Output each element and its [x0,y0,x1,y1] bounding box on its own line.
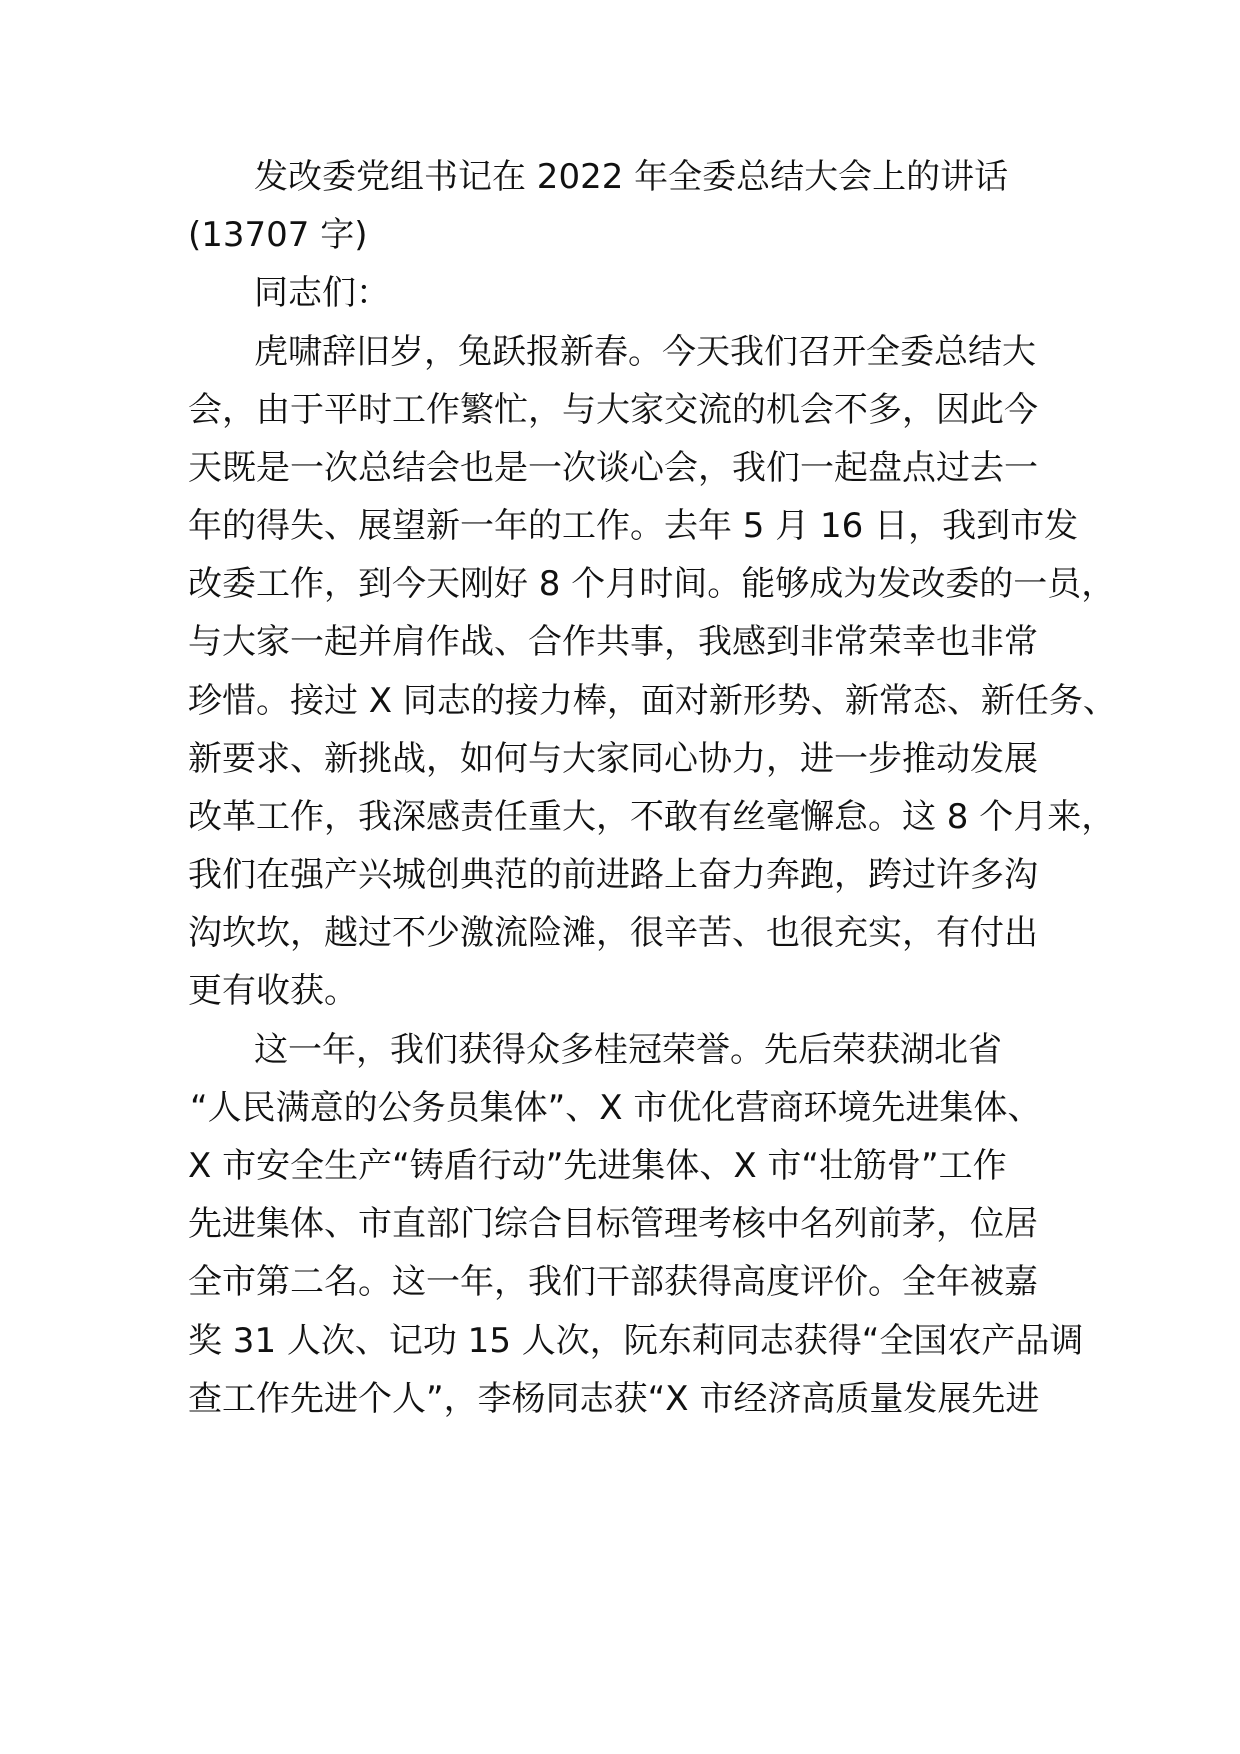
paragraph-1-line: 年的得失、展望新一年的工作。去年 5 月 16 日，我到市发 [188,506,1079,546]
paragraph-1-line: 与大家一起并肩作战、合作共事，我感到非常荣幸也非常 [188,622,1038,662]
paragraph-2-line: X 市安全生产“铸盾行动”先进集体、X 市“壮筋骨”工作 [188,1146,1007,1186]
paragraph-2-line: 全市第二名。这一年，我们干部获得高度评价。全年被嘉 [188,1262,1038,1302]
document-title-line-2: (13707 字) [188,215,368,255]
paragraph-2-line: 查工作先进个人”，李杨同志获“X 市经济高质量发展先进 [188,1379,1040,1419]
document-title-line-1: 发改委党组书记在 2022 年全委总结大会上的讲话 [254,157,1009,197]
paragraph-2-line: 先进集体、市直部门综合目标管理考核中名列前茅，位居 [188,1204,1038,1244]
paragraph-1-line: 天既是一次总结会也是一次谈心会，我们一起盘点过去一 [188,448,1038,488]
paragraph-1-line: 改委工作，到今天刚好 8 个月时间。能够成为发改委的一员， [188,564,1116,604]
paragraph-1-line: 我们在强产兴城创典范的前进路上奋力奔跑，跨过许多沟 [188,855,1038,895]
paragraph-2-line: 这一年，我们获得众多桂冠荣誉。先后荣获湖北省 [254,1030,1002,1070]
paragraph-2-line: “人民满意的公务员集体”、X 市优化营商环境先进集体、 [190,1088,1042,1128]
paragraph-1-line: 虎啸辞旧岁，兔跃报新春。今天我们召开全委总结大 [254,332,1036,372]
paragraph-1-line: 沟坎坎，越过不少激流险滩，很辛苦、也很充实，有付出 [188,913,1038,953]
paragraph-1-line: 会，由于平时工作繁忙，与大家交流的机会不多，因此今 [188,390,1038,430]
paragraph-2-line: 奖 31 人次、记功 15 人次，阮东莉同志获得“全国农产品调 [188,1321,1084,1361]
salutation: 同志们： [254,273,390,313]
paragraph-1-line: 更有收获。 [188,971,358,1011]
paragraph-1-line: 珍惜。接过 X 同志的接力棒，面对新形势、新常态、新任务、 [188,681,1117,721]
paragraph-1-line: 改革工作，我深感责任重大，不敢有丝毫懈怠。这 8 个月来， [188,797,1116,837]
paragraph-1-line: 新要求、新挑战，如何与大家同心协力，进一步推动发展 [188,739,1038,779]
